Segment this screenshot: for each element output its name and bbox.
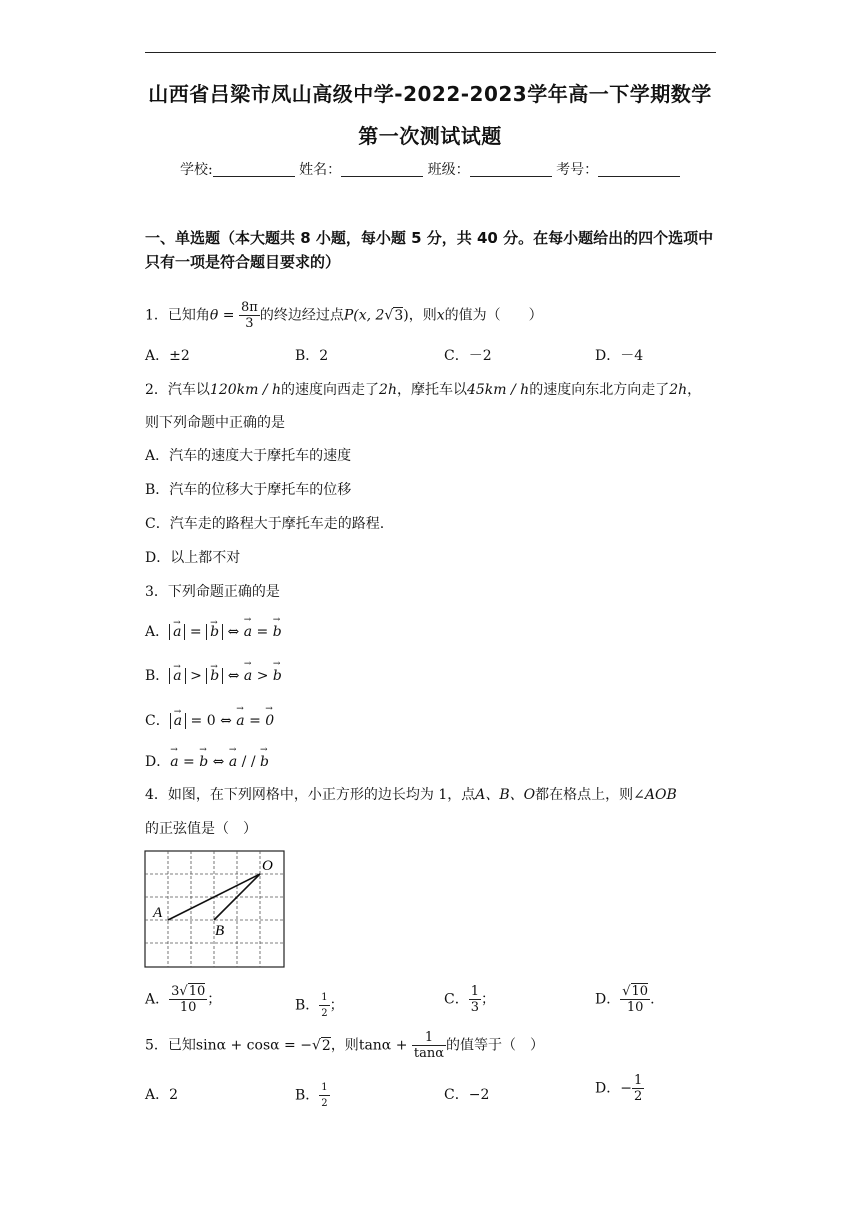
question-2-line1: 2．汽车以120km / h的速度向西走了2h，摩托车以45km / h的速度向东北方向走了2h， [145,382,702,398]
q3-option-b[interactable]: B．→ a > → b ⇔ → a > → b [145,665,282,685]
question-4-line2: 的正弦值是（ ） [145,821,257,837]
q4-option-c[interactable]: C． $\frac{1}{3}$ ； [444,984,495,1015]
point-a-label: A [153,905,163,921]
q5-option-c[interactable]: C．−2 [444,1087,490,1103]
question-2-line2: 则下列命题中正确的是 [145,415,285,431]
school-blank[interactable] [213,162,295,177]
q4-option-a[interactable]: A． $\frac{3√10}{10}$ ； [145,984,222,1015]
q3-option-a[interactable]: A．→ a = → b ⇔ → a = → b [145,621,282,641]
point-o-label: O [262,858,273,874]
q3-option-c[interactable]: C．→ a = 0 ⇔ → a = → 0 [145,710,274,730]
class-blank[interactable] [470,162,552,177]
header-rule [145,52,716,53]
question-5: 5．已知sinα + cosα = −√2，则tanα + $\frac{1}{\tan\alpha}$ 的值等于（ ） [145,1030,545,1061]
q2-option-d[interactable]: D．以上都不对 [145,550,241,566]
class-label: 班级： [427,162,470,178]
name-label: 姓名： [299,162,342,178]
exam-title-line1: 山西省吕梁市凤山高级中学-2022-2023学年高一下学期数学 [148,82,712,106]
q2-option-c[interactable]: C．汽车走的路程大于摩托车走的路程. [145,516,385,532]
q2-option-a[interactable]: A．汽车的速度大于摩托车的速度 [145,448,352,464]
section-heading: 一、单选题（本大题共 8 小题，每小题 5 分，共 40 分。在每小题给出的四个选项中只有一项是符合题目要求的） [145,229,714,271]
q4-option-d[interactable]: D． $\frac{√10}{10}$ . [595,984,655,1015]
q1-option-c[interactable]: C．－2 [444,348,492,364]
exam-number-label: 考号： [556,162,599,178]
q4-option-b[interactable]: B． $\frac{1}{2}$ ； [295,992,344,1019]
q3-option-d[interactable]: D．→ a = → b ⇔ → a / / → b [145,751,269,771]
question-1: 1．已知角θ = $\frac{8\pi}{3}$ 的终边经过点P(x, 2√3)，则x的值为（ ） [145,300,543,331]
q1-option-d[interactable]: D．－4 [595,348,644,364]
exam-number-blank[interactable] [598,162,680,177]
question-3-stem: 3．下列命题正确的是 [145,584,280,600]
q5-option-b[interactable]: B． $\frac{1}{2}$ [295,1082,328,1109]
q1-option-b[interactable]: B．2 [295,348,329,364]
point-b-label: B [215,923,225,939]
name-blank[interactable] [341,162,423,177]
q2-option-b[interactable]: B．汽车的位移大于摩托车的位移 [145,482,352,498]
q5-option-a[interactable]: A．2 [145,1087,179,1103]
q5-option-d[interactable]: D．− $\frac{1}{2}$ [595,1073,643,1104]
fraction-8pi-over-3: $\frac{8\pi}{3}$ [241,300,258,331]
school-label: 学校: [180,162,213,178]
exam-title-line2: 第一次测试试题 [358,124,502,148]
grid-figure [144,850,286,970]
q1-option-a[interactable]: A．±2 [145,348,190,364]
question-4-line1: 4．如图，在下列网格中，小正方形的边长均为 1，点A、B、O都在格点上，则∠AOB [145,787,677,803]
student-info-row [180,159,680,179]
